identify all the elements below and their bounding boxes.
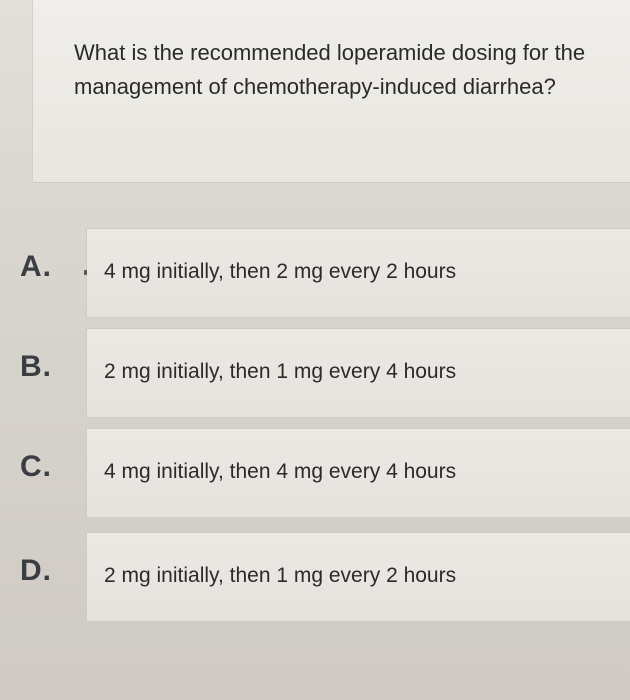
option-a[interactable] <box>0 228 630 324</box>
option-c-letter: C. <box>20 450 52 483</box>
option-b-letter: B. <box>20 350 52 383</box>
option-d-letter: D. <box>20 554 52 587</box>
option-c-text: 4 mg initially, then 4 mg every 4 hours <box>104 460 457 483</box>
option-b[interactable] <box>0 328 630 424</box>
question-text: What is the recommended loperamide dosing for the management of chemotherapy-induced diarrhea? <box>74 40 586 99</box>
option-b-text: 2 mg initially, then 1 mg every 4 hours <box>104 360 457 383</box>
bullet-dot-icon <box>84 270 87 275</box>
option-a-text: 4 mg initially, then 2 mg every 2 hours <box>104 260 457 283</box>
option-d[interactable] <box>0 532 630 628</box>
option-c[interactable] <box>0 428 630 524</box>
option-d-text: 2 mg initially, then 1 mg every 2 hours <box>104 564 457 587</box>
option-a-letter: A. <box>20 250 52 283</box>
